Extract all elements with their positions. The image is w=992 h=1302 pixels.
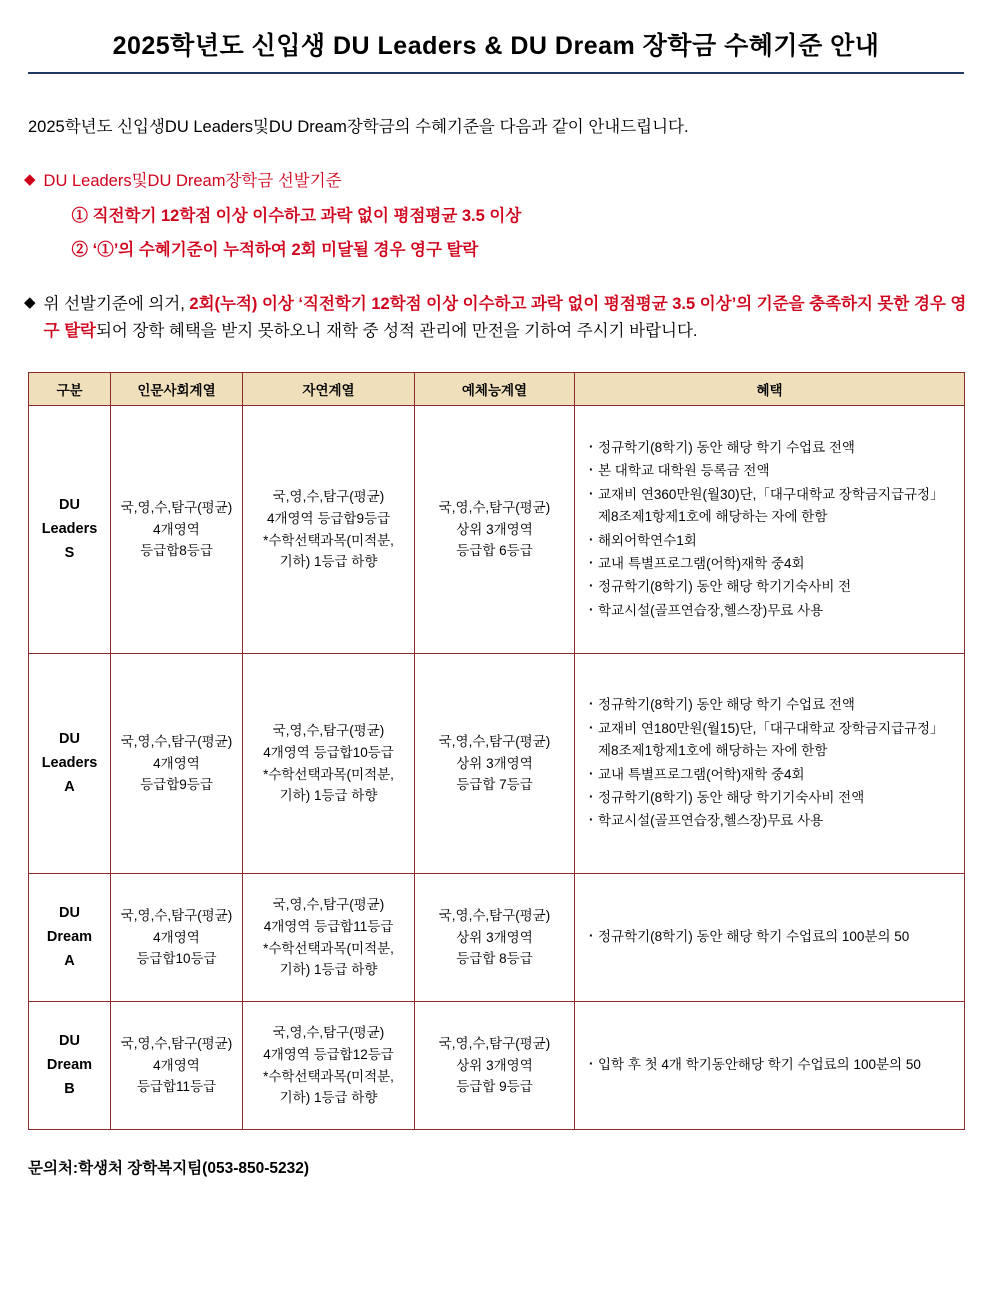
req-line: 국,영,수,탐구(평균) — [438, 1035, 551, 1051]
req-line: 상위 3개영역 — [456, 755, 533, 771]
req-line: 국,영,수,탐구(평균) — [120, 499, 233, 515]
contact-footer: 문의처:학생처 장학복지팀(053-850-5232) — [28, 1160, 310, 1178]
req-line: 4개영역 — [153, 929, 200, 945]
category-line: DU — [59, 904, 80, 921]
section1-item-1: ① 직전학기 12학점 이상 이수하고 과락 없이 평점평균 3.5 이상 — [71, 207, 522, 226]
row-science — [243, 1002, 415, 1130]
benefit-item: · 정규학기(8학기) 동안 해당 학기 수업료 전액 — [587, 437, 954, 459]
category-line: A — [64, 778, 75, 795]
benefit-item: · 정규학기(8학기) 동안 해당 학기기숙사비 전액 — [587, 787, 954, 809]
row-benefits — [575, 406, 965, 654]
row-humanities — [111, 654, 243, 874]
req-line: 등급합11등급 — [136, 1079, 217, 1095]
req-line: *수학선택과목(미적분, — [263, 1068, 394, 1084]
req-line: 등급합 7등급 — [456, 777, 533, 793]
criteria-table — [28, 372, 965, 1130]
table-row — [29, 654, 965, 874]
row-arts — [415, 406, 575, 654]
row-humanities — [111, 406, 243, 654]
req-line: 4개영역 — [153, 1057, 200, 1073]
row-science — [243, 406, 415, 654]
section2-text-part1: 위 선발기준에 의거, — [43, 294, 190, 313]
section-warning — [24, 291, 968, 346]
header-science: 자연계열 — [243, 373, 415, 406]
row-humanities — [111, 1002, 243, 1130]
req-line: 등급합 9등급 — [456, 1079, 533, 1095]
req-line: 국,영,수,탐구(평균) — [120, 733, 233, 749]
document-page — [0, 26, 992, 1302]
req-line: 국,영,수,탐구(평균) — [120, 1035, 233, 1051]
req-line: *수학선택과목(미적분, — [263, 940, 394, 956]
row-arts — [415, 874, 575, 1002]
req-line: 국,영,수,탐구(평균) — [272, 488, 385, 504]
req-line: 기하) 1등급 하향 — [279, 1090, 378, 1106]
category-line: A — [64, 952, 75, 969]
row-science — [243, 874, 415, 1002]
row-category — [29, 1002, 111, 1130]
benefit-item: · 교재비 연360만원(월30)단,「대구대학교 장학금지급규정」제8조제1항제1호에 해당하는 자에 한함 — [587, 484, 954, 529]
req-line: 4개영역 — [153, 755, 200, 771]
req-line: 등급합 8등급 — [456, 951, 533, 967]
section2-text-part3: 되어 장학 혜택을 받지 못하오니 재학 중 성적 관리에 만전을 기하여 주시기 바랍니다. — [95, 322, 698, 341]
req-line: 국,영,수,탐구(평균) — [272, 722, 385, 738]
table-row — [29, 1002, 965, 1130]
category-line: Dream — [46, 928, 93, 945]
req-line: 상위 3개영역 — [456, 929, 533, 945]
category-line: Dream — [46, 1056, 93, 1073]
row-benefits — [575, 874, 965, 1002]
category-line: DU — [59, 496, 80, 513]
req-line: 상위 3개영역 — [456, 1057, 533, 1073]
benefit-item: · 입학 후 첫 4개 학기동안해당 학기 수업료의 100분의 50 — [587, 1054, 954, 1076]
category-line: DU — [59, 730, 80, 747]
req-line: 4개영역 등급합12등급 — [263, 1046, 394, 1062]
row-category — [29, 406, 111, 654]
diamond-bullet-icon: ◆ — [24, 171, 36, 189]
table-row — [29, 406, 965, 654]
req-line: 기하) 1등급 하향 — [279, 962, 378, 978]
req-line: *수학선택과목(미적분, — [263, 766, 394, 782]
req-line: 국,영,수,탐구(평균) — [438, 499, 551, 515]
benefit-item: · 본 대학교 대학원 등록금 전액 — [587, 460, 954, 482]
section2-text-highlight: 2회(누적) 이상 ‘직전학기 12학점 이상 이수하고 과락 없이 평점평균 3.5 이상’의 기준을 충족하지 못한 경우 영구 탈락 — [43, 294, 967, 341]
intro-paragraph: 2025학년도 신입생DU Leaders및DU Dream장학금의 수혜기준을 다음과 같이 안내드립니다. — [28, 118, 689, 136]
row-category — [29, 654, 111, 874]
req-line: 기하) 1등급 하향 — [279, 554, 378, 570]
req-line: 등급합8등급 — [140, 543, 213, 559]
req-line: 상위 3개영역 — [456, 521, 533, 537]
row-category — [29, 874, 111, 1002]
header-humanities: 인문사회계열 — [111, 373, 243, 406]
section1-heading: DU Leaders및DU Dream장학금 선발기준 — [43, 172, 342, 191]
table-header-row — [29, 373, 965, 406]
table-row — [29, 874, 965, 1002]
row-arts — [415, 654, 575, 874]
row-benefits — [575, 654, 965, 874]
req-line: 등급합10등급 — [136, 951, 217, 967]
req-line: 등급합 6등급 — [456, 543, 533, 559]
req-line: 4개영역 등급합11등급 — [263, 918, 394, 934]
req-line: 국,영,수,탐구(평균) — [272, 896, 385, 912]
section1-item-2: ② ‘①’의 수혜기준이 누적하여 2회 미달될 경우 영구 탈락 — [71, 240, 479, 259]
req-line: *수학선택과목(미적분, — [263, 532, 394, 548]
benefit-item: · 학교시설(골프연습장,헬스장)무료 사용 — [587, 810, 954, 832]
benefit-item: · 교내 특별프로그램(어학)재학 중4회 — [587, 553, 954, 575]
row-science — [243, 654, 415, 874]
category-line: B — [64, 1080, 75, 1097]
section-selection-criteria — [24, 168, 968, 262]
benefit-item: · 해외어학연수1회 — [587, 530, 954, 552]
header-category: 구분 — [29, 373, 111, 406]
benefit-item: · 정규학기(8학기) 동안 해당 학기 수업료의 100분의 50 — [587, 926, 954, 948]
req-line: 국,영,수,탐구(평균) — [438, 907, 551, 923]
req-line: 기하) 1등급 하향 — [279, 788, 378, 804]
req-line: 4개영역 등급합10등급 — [263, 744, 394, 760]
header-arts: 예체능계열 — [415, 373, 575, 406]
req-line: 국,영,수,탐구(평균) — [438, 733, 551, 749]
page-title: 2025학년도 신입생 DU Leaders & DU Dream 장학금 수혜기준 안내 — [112, 32, 880, 60]
row-humanities — [111, 874, 243, 1002]
benefit-item: · 교재비 연180만원(월15)단,「대구대학교 장학금지급규정」제8조제1항제1호에 해당하는 자에 한함 — [587, 718, 954, 763]
req-line: 등급합9등급 — [140, 777, 213, 793]
title-block — [28, 26, 964, 74]
category-line: Leaders — [41, 754, 98, 771]
category-line: Leaders — [41, 520, 98, 537]
header-benefits: 혜택 — [575, 373, 965, 406]
benefit-item: · 정규학기(8학기) 동안 해당 학기기숙사비 전 — [587, 576, 954, 598]
row-benefits — [575, 1002, 965, 1130]
category-line: S — [64, 544, 75, 561]
req-line: 4개영역 — [153, 521, 200, 537]
benefit-item: · 학교시설(골프연습장,헬스장)무료 사용 — [587, 600, 954, 622]
req-line: 국,영,수,탐구(평균) — [272, 1024, 385, 1040]
row-arts — [415, 1002, 575, 1130]
criteria-table-wrap — [28, 372, 964, 1130]
diamond-bullet-icon-2: ◆ — [24, 293, 36, 311]
req-line: 국,영,수,탐구(평균) — [120, 907, 233, 923]
benefit-item: · 교내 특별프로그램(어학)재학 중4회 — [587, 764, 954, 786]
category-line: DU — [59, 1032, 80, 1049]
req-line: 4개영역 등급합9등급 — [266, 510, 391, 526]
benefit-item: · 정규학기(8학기) 동안 해당 학기 수업료 전액 — [587, 694, 954, 716]
